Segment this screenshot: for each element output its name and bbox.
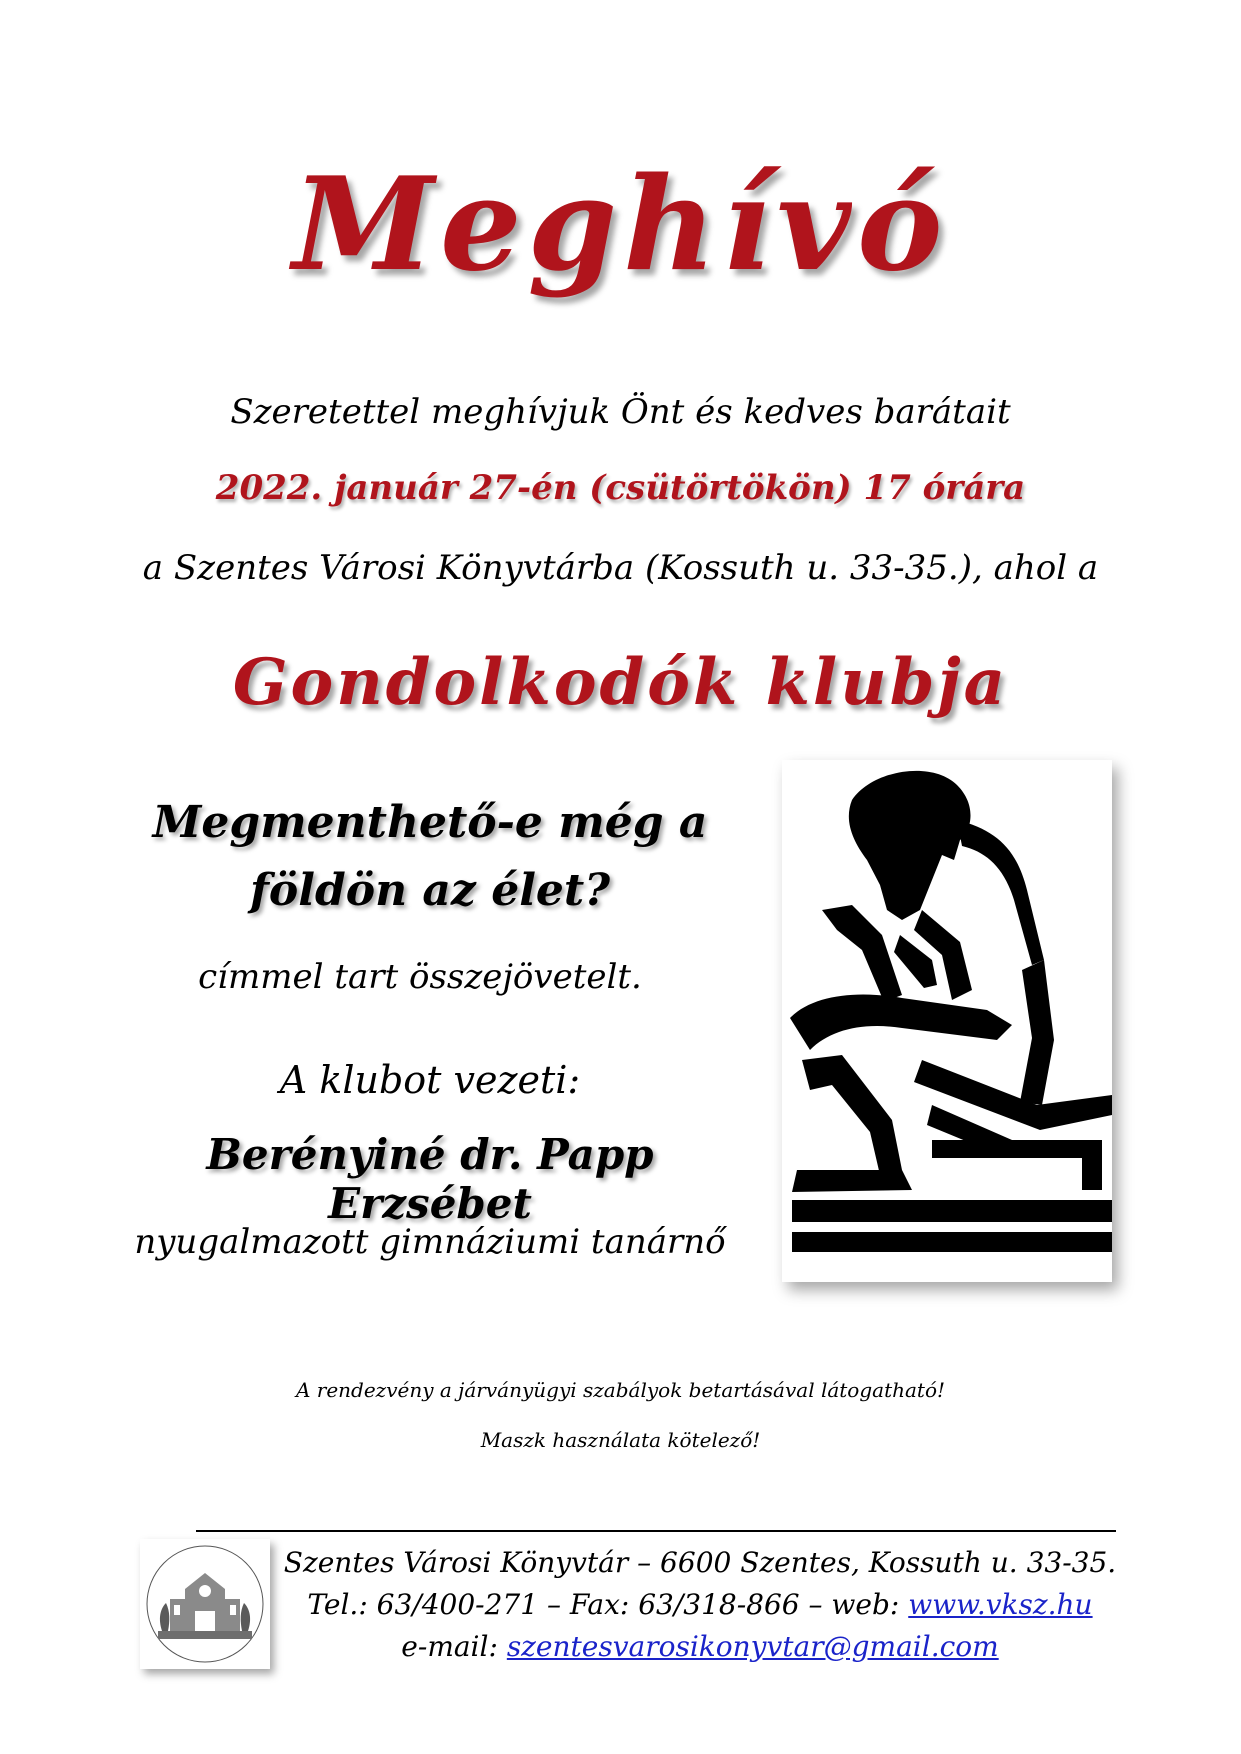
library-logo xyxy=(140,1539,270,1669)
notice-mask: Maszk használata kötelező! xyxy=(480,1428,761,1452)
email-label: e-mail: xyxy=(401,1630,498,1663)
website-link[interactable]: www.vksz.hu xyxy=(908,1588,1093,1621)
leader-name: Berényiné dr. Papp Erzsébet xyxy=(206,1130,654,1228)
venue-text: a Szentes Városi Könyvtárba (Kossuth u. 33-35.), ahol a xyxy=(142,548,1099,588)
thinker-illustration xyxy=(782,760,1112,1282)
notice-rules: A rendezvény a járványügyi szabályok betartásával látogatható! xyxy=(295,1378,946,1402)
footer-phone-fax: Tel.: 63/400-271 – Fax: 63/318-866 – web: xyxy=(307,1588,900,1621)
email-link[interactable]: szentesvarosikonyvtar@gmail.com xyxy=(506,1630,999,1663)
event-date: 2022. január 27-én (csütörtökön) 17 órára xyxy=(215,468,1026,508)
club-name: Gondolkodók klubja xyxy=(232,645,1009,720)
topic-line-1: Megmenthető-e még a xyxy=(152,797,708,848)
invitation-title: Meghívó xyxy=(292,150,949,300)
thinker-silhouette-icon xyxy=(782,760,1112,1282)
topic-caption: címmel tart összejövetelt. xyxy=(198,957,642,997)
footer-divider xyxy=(196,1530,1116,1532)
library-building-icon xyxy=(140,1539,270,1669)
leader-role: nyugalmazott gimnáziumi tanárnő xyxy=(134,1222,726,1262)
footer-contact xyxy=(270,1588,1130,1621)
leader-label: A klubot vezeti: xyxy=(279,1058,581,1102)
intro-text: Szeretettel meghívjuk Önt és kedves barátait xyxy=(230,392,1011,432)
footer-address: Szentes Városi Könyvtár – 6600 Szentes, Kossuth u. 33-35. xyxy=(283,1546,1117,1579)
footer-email-line xyxy=(270,1630,1130,1663)
topic-line-2: földön az élet? xyxy=(249,865,611,916)
